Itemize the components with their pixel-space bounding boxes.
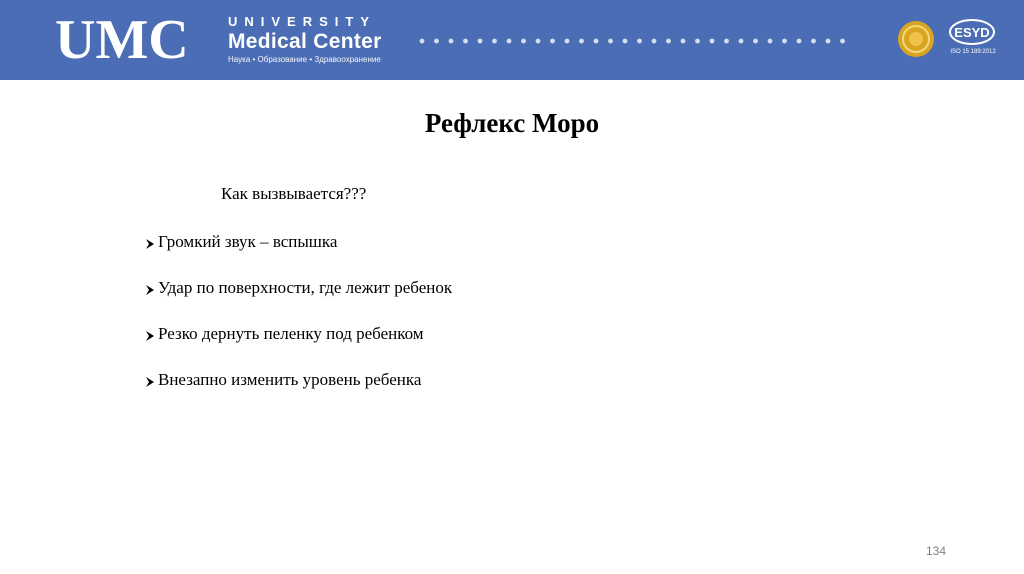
divider-dot [507, 39, 512, 44]
bullet-text: Внезапно изменить уровень ребенка [158, 370, 422, 389]
divider-dot [797, 39, 802, 44]
divider-dot [782, 39, 787, 44]
esyd-wordmark: ESYD [954, 25, 990, 40]
bullet-text: Резко дернуть пеленку под ребенком [158, 324, 424, 343]
umc-logo [55, 12, 220, 66]
accreditation-seal-icon [897, 20, 935, 58]
divider-dot [521, 39, 526, 44]
esyd-caption: ISO 15 189:2012 [950, 49, 996, 55]
divider-dot [811, 39, 816, 44]
slide-title: Рефлекс Моро [424, 108, 600, 138]
arrowhead-bullet-icon [144, 324, 157, 344]
logo-tagline: Наука • Образование • Здравоохранение [228, 55, 381, 64]
divider-dot [536, 39, 541, 44]
divider-dot [695, 39, 700, 44]
divider-dot [550, 39, 555, 44]
divider-dot [434, 39, 439, 44]
dotted-divider [418, 37, 858, 45]
divider-dot [594, 39, 599, 44]
divider-dot [565, 39, 570, 44]
bullet-text: Громкий звук – вспышка [158, 232, 338, 251]
divider-dot [420, 39, 425, 44]
divider-dot [463, 39, 468, 44]
bullet-list [144, 232, 452, 416]
divider-dot [840, 39, 845, 44]
divider-dot [710, 39, 715, 44]
arrowhead-bullet-icon [144, 370, 157, 390]
divider-dot [637, 39, 642, 44]
divider-dot [652, 39, 657, 44]
arrowhead-bullet-icon [144, 278, 157, 298]
divider-dot [492, 39, 497, 44]
slide-subtitle: Как вызвывается??? [221, 184, 367, 203]
divider-dot [449, 39, 454, 44]
list-item [144, 370, 452, 416]
list-item [144, 232, 452, 278]
logo-text-block [228, 14, 382, 65]
logo-university: UNIVERSITY [228, 14, 377, 29]
umc-wordmark: UMC [55, 12, 189, 66]
divider-dot [681, 39, 686, 44]
divider-dot [739, 39, 744, 44]
list-item [144, 278, 452, 324]
arrowhead-bullet-icon [144, 232, 157, 252]
divider-dot [579, 39, 584, 44]
list-item [144, 324, 452, 370]
logo-medical-center: Medical Center [228, 30, 382, 53]
header-band [0, 0, 1024, 80]
divider-dot [623, 39, 628, 44]
divider-dot [666, 39, 671, 44]
divider-dot [768, 39, 773, 44]
divider-dot [826, 39, 831, 44]
bullet-text: Удар по поверхности, где лежит ребенок [158, 278, 453, 297]
divider-dot [753, 39, 758, 44]
divider-dot [608, 39, 613, 44]
divider-dot [478, 39, 483, 44]
divider-dot [724, 39, 729, 44]
page-number: 134 [926, 544, 947, 558]
